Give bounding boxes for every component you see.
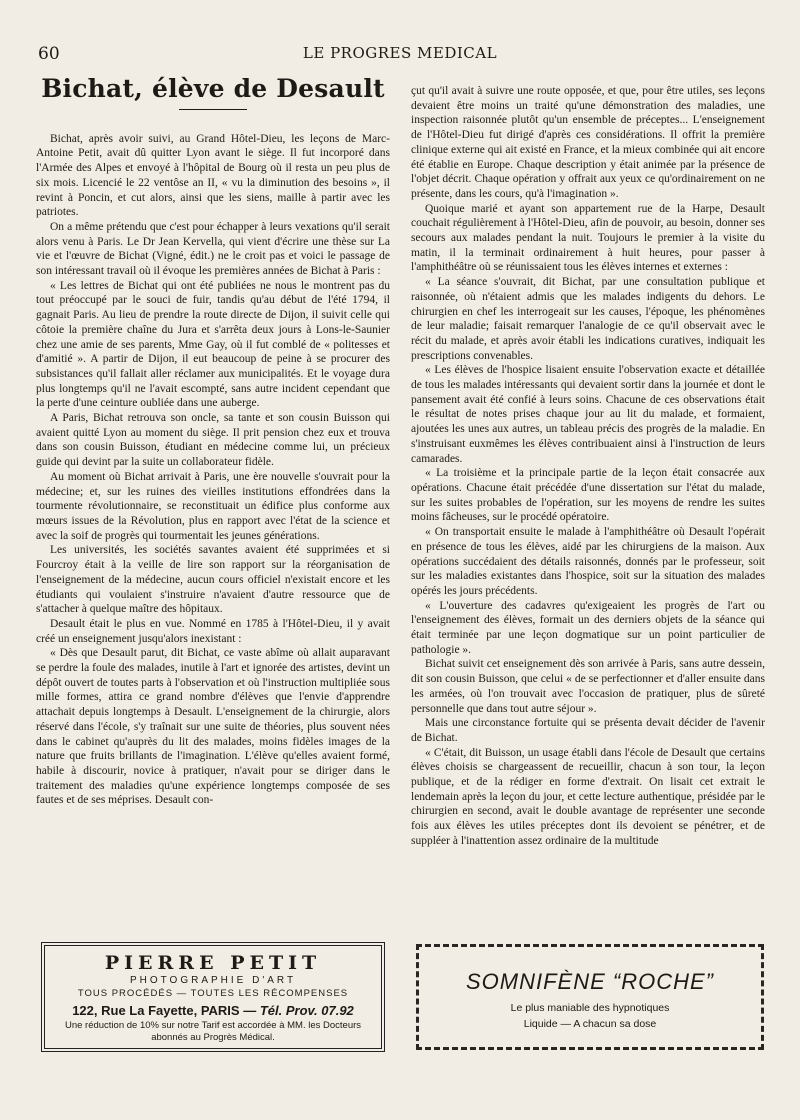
- paragraph: Les universités, les sociétés savantes avaient été supprimées et si Fourcroy était à la veille de lire son rapport sur la réorganisation de l'enseignement de la médecine, aucun cours officiel n'existait encore et les étudiants qui voulaient s'instruire n'avaient d'autre ressource que de s'attacher à quelque maître des hôpitaux.: [36, 544, 390, 616]
- pierre-petit-phone: Tél. Prov. 07.92: [259, 1003, 354, 1018]
- somnifene-slogan: Le plus maniable des hypnotiques: [510, 1002, 670, 1014]
- paragraph: Bichat suivit cet enseignement dès son arrivée à Paris, sans autre dessein, dit son cousin Buisson, que celui « de se perfectionner et d'aller ensuite dans les armées, où l'on trouvait avec l'occasion de pratiquer, plus de sûreté personnelle que dans tout autre séjour ».: [411, 658, 765, 715]
- paragraph: Desault était le plus en vue. Nommé en 1785 à l'Hôtel-Dieu, il y avait créé un enseignement jusqu'alors inexistant :: [36, 617, 390, 645]
- paragraph: « C'était, dit Buisson, un usage établi dans l'école de Desault que certains élèves choisis se chargeassent de recueillir, chacun à son tour, la leçon publique, et de la rédiger en forme d'extrait. On lisait cet extrait le lendemain après la leçon du jour, et cette lecture authentique, présidée par le chirurgien en second, avait le double avantage de représenter une seconde fois aux élèves les utiles préceptes dont ils devoient se pénétrer, et de suppléer à l'inattention assez ordinaire de la multitude: [411, 746, 765, 847]
- title-rule: [179, 109, 247, 110]
- paragraph: Mais une circonstance fortuite qui se présenta devait décider de l'avenir de Bichat.: [411, 717, 765, 744]
- paragraph: A Paris, Bichat retrouva son oncle, sa tante et son cousin Buisson qui avaient quitté Lyon au moment du siège. Il prit pension chez eux et trouva dans son cousin Buisson, étudiant en médecine comme lui, un précieux guide qui devint par la suite un collaborateur fidèle.: [36, 412, 390, 469]
- pierre-petit-tagline: TOUS PROCÉDÉS — TOUTES LES RÉCOMPENSES: [77, 988, 349, 999]
- pierre-petit-address: 122, Rue La Fayette, PARIS —: [72, 1003, 257, 1018]
- pierre-petit-discount-note: Une réduction de 10% sur notre Tarif est accordée à MM. les Docteurs abonnés au Progrès Médical.: [64, 1020, 362, 1043]
- pierre-petit-address-line: [45, 1003, 381, 1018]
- somnifene-dosage-line: Liquide — A chacun sa dose: [523, 1018, 657, 1030]
- running-title: LE PROGRES MEDICAL: [302, 44, 498, 62]
- somnifene-advertisement: [416, 944, 764, 1050]
- pierre-petit-subtitle: PHOTOGRAPHIE D'ART: [129, 975, 297, 986]
- somnifene-brand: SOMNIFÈNE “ROCHE”: [466, 969, 714, 994]
- paragraph: « Les élèves de l'hospice lisaient ensuite l'observation exacte et détaillée de tous les malades intéressants qui devaient sortir dans la journée et dont le pansement avait été confié à leurs soins. Chacune de ces observations était le résultat de notes prises chaque jour au lit du malade, et formaient, ajoutées les unes aux autres, un tableau précis des progrès de la maladie. En s'instruisant euxmêmes les élèves contribuaient ainsi à l'instruction de leurs camarades.: [411, 364, 765, 465]
- article-right-column: [411, 84, 765, 849]
- paragraph: Bichat, après avoir suivi, au Grand Hôtel-Dieu, les leçons de Marc-Antoine Petit, avait dû quitter Lyon avant le siège. Il fut incorporé dans l'Armée des Alpes et envoyé à l'hôpital de Bourg où il resta un peu plus de six mois. Licencié le 22 ventôse an II, « vu la diminution des besoins », il revint à Poncin, et cut alors, ainsi que les siens, maille à partir avec les patriotes.: [36, 132, 390, 219]
- paragraph: « La troisième et la principale partie de la leçon était consacrée aux opérations. Chacune était précédée d'une dissertation sur l'état du malade, sur les suites probables de l'opération, sur les moyens de rendre les suites moins fâcheuses, sur le procédé opératoire.: [411, 467, 765, 524]
- pierre-petit-advertisement: [44, 945, 382, 1049]
- article-left-column: [36, 74, 390, 808]
- paragraph: « On transportait ensuite le malade à l'amphithéâtre où Desault l'opérait en présence de tous les élèves, aidé par les chirurgiens de la maison. Aux opérations succédaient des détails raisonnés, donnés par le professeur, soit sur les maladies existantes dans l'hospice, soit sur la situation des malades opérés les jours précédents.: [411, 526, 765, 597]
- paragraph: « L'ouverture des cadavres qu'exigeaient les progrès de l'art ou l'enseignement des élèves, formait un des derniers objets de la séance qui était terminée par une leçon dogmatique sur un point particulier de pathologie ».: [411, 599, 765, 656]
- paragraph: çut qu'il avait à suivre une route opposée, et que, pour être utiles, ses leçons devaient être moins un traité qu'une démonstration des maladies, une inspection raisonnée plutôt qu'un ensemble de préceptes... L'enseignement de l'Hôtel-Dieu fut dirigé d'après ces considérations. Il offrit la première clinique externe qui ait existé en France, et la mieux combinée qui ait encore été établie en Europe. Chaque description y était animée par la présence de l'objet décrit. Chaque opération y offrait aux yeux ce qu'ordinairement on ne présente, dans les cours, qu'à l'imagination ».: [411, 85, 765, 200]
- paragraph: « Dès que Desault parut, dit Bichat, ce vaste abîme où allait auparavant se perdre la foule des malades, inutile à l'art et ignorée des artistes, devint un dépôt ouvert de toutes parts à l'observation et où l'instruction multipliée sous mille formes, attira ce grand nombre d'élèves que l'envie d'apprendre attachait depuis longtemps à Desault. L'enseignement de la chirurgie, alors réservé dans l'école, s'y traînait sur une suite de théories, plus souvent nées dans le cabinet qu'auprès du lit des malades, moins fidèles images de la nature que fruits brillants de l'imagination. L'élève qu'elles avaient formé, habile à discourir, novice à pratiquer, n'avait pour se diriger dans le traitement des maladies qu'une expérience longtemps composée de ses fautes et de ses méprises. Desault con-: [36, 647, 390, 807]
- paragraph: « La séance s'ouvrait, dit Bichat, par une consultation publique et raisonnée, où n'étaient admis que les malades indigents du dehors. Le chirurgien en chef les interrogeait sur les causes, l'époque, les phénomènes de leur maladie; faisait remarquer l'analogie de ce qu'il observait avec le récit du malade, et après avoir établi les indications curatives, indiquait les prescriptions convenables.: [411, 276, 765, 362]
- pierre-petit-brand: PIERRE PETIT: [104, 952, 322, 974]
- page-number: 60: [38, 44, 60, 64]
- paragraph: « Les lettres de Bichat qui ont été publiées ne nous le montrent pas du tout préoccupé par le souci de fuir, tandis qu'au début de l'été 1794, il gagnait Paris. Au lieu de prendre la route directe de Dijon, il suivit celle qui côtoie la première chaîne du Jura et s'arrêta deux jours à Lons-le-Saunier chez une amie de ses parents, Mme Gay, où il fut comblé de « politesses et d'amitié ». A partir de Dijon, il eut beaucoup de peine à se procurer des subsistances qu'il fallait aller réclamer aux municipalités. Et le voyage dura plus longtemps qu'il ne l'avait escompté, sans autre incident cependant que la perte d'une ceinture oubliée dans une auberge.: [36, 279, 390, 410]
- paragraph: Quoique marié et ayant son appartement rue de la Harpe, Desault couchait régulièrement à l'Hôtel-Dieu, afin de pouvoir, au besoin, donner ses secours aux malades pendant la nuit. Toujours le premier à la visite du matin, il la terminait ordinairement à huit heures, pour passer à l'amphithéâtre où se réunissaient tous les élèves internes et externes :: [411, 202, 765, 274]
- paragraph: Au moment où Bichat arrivait à Paris, une ère nouvelle s'ouvrait pour la médecine; et, sur les ruines des vieilles institutions effondrées dans la tourmente révolutionnaire, se reconstituait un édifice plus conforme aux mœurs issues de la Révolution, plus en rapport avec l'état de la science et avec la soif de progrès qui tourmentait les jeunes générations.: [36, 470, 390, 542]
- paragraph: On a même prétendu que c'est pour échapper à leurs vexations qu'il serait alors venu à Paris. Le Dr Jean Kervella, qui vient d'écrire une thèse sur La vie et l'œuvre de Bichat (Vigné, édit.) ne le croit pas et voici le passage de son intéressant travail où il évoque les premières années de Bichat à Paris :: [36, 220, 390, 278]
- article-title: Bichat, élève de Desault: [41, 74, 385, 103]
